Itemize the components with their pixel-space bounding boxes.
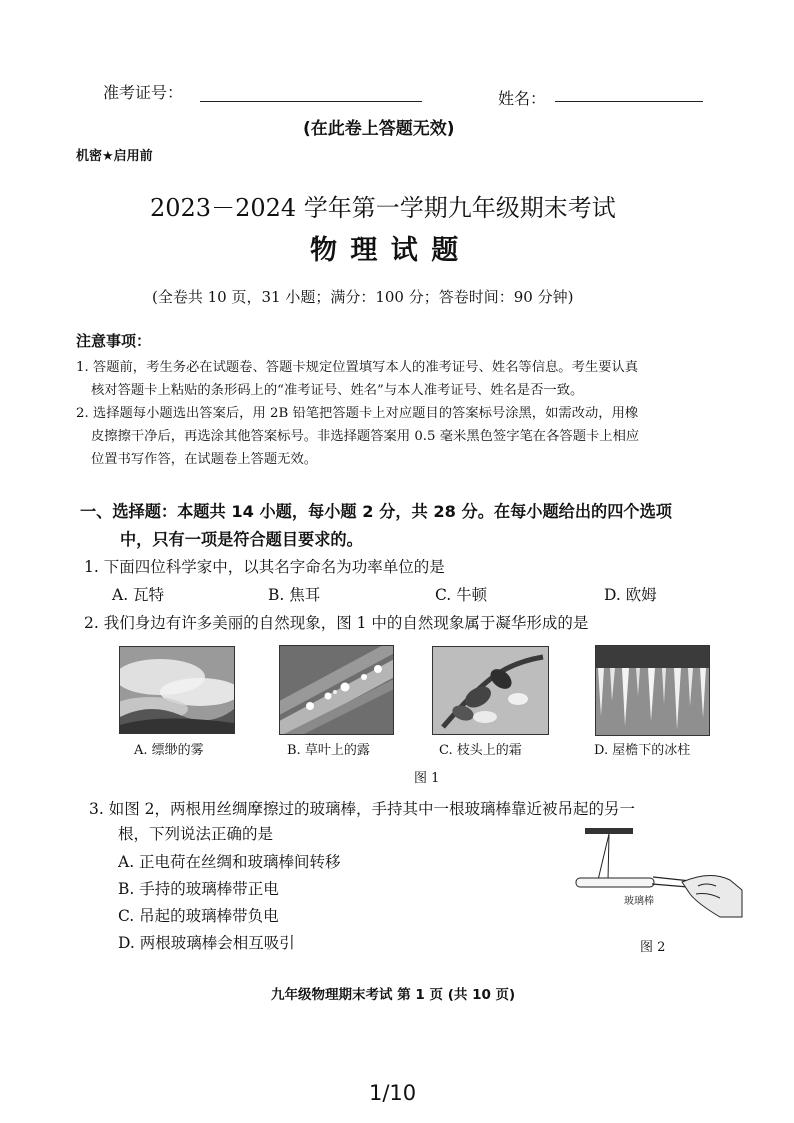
subject-title: 物 理 试 题: [310, 235, 461, 266]
figure-2-label: 图 2: [640, 940, 666, 955]
name-label: 姓名：: [498, 89, 547, 108]
figure-1-label: 图 1: [414, 771, 440, 786]
q3-stem-line-2: 根，下列说法正确的是: [118, 825, 274, 843]
invalid-note: (在此卷上答题无效): [303, 119, 455, 139]
exam-id-label: 准考证号：: [103, 83, 184, 102]
dew-photo: [279, 645, 394, 735]
note-2-line-3: 位置书写作答，在试题卷上答题无效。: [91, 452, 318, 467]
fog-photo: [119, 646, 235, 734]
q3-option-a: A. 正电荷在丝绸和玻璃棒间转移: [118, 853, 341, 871]
note-2-line-1: 2. 选择题每小题选出答案后，用 2B 铅笔把答题卡上对应题目的答案标号涂黑，如需改动，用橡: [76, 406, 639, 421]
note-1-line-1: 1. 答题前，考生务必在试题卷、答题卡规定位置填写本人的准考证号、姓名等信息。考生要认真: [76, 360, 639, 375]
q1-option-c: C. 牛顿: [435, 586, 488, 604]
rod-label: 玻璃棒: [624, 896, 654, 907]
q2-caption-d: D. 屋檐下的冰柱: [594, 743, 691, 758]
frost-photo: [432, 646, 549, 735]
exam-title: 2023－2024 学年第一学期九年级期末考试: [150, 194, 616, 222]
exam-info: (全卷共 10 页，31 小题；满分：100 分；答卷时间：90 分钟): [152, 288, 574, 306]
viewer-page-indicator[interactable]: 1/10: [369, 1081, 417, 1105]
q1-option-a: A. 瓦特: [112, 586, 165, 604]
q1-stem: 1. 下面四位科学家中，以其名字命名为功率单位的是: [84, 558, 445, 576]
icicle-photo: [595, 645, 710, 736]
notes-title: 注意事项：: [76, 332, 152, 350]
page-footer: 九年级物理期末考试 第 1 页 (共 10 页): [271, 987, 516, 1003]
name-line: [555, 101, 703, 102]
secret-label: 机密★启用前: [76, 149, 153, 164]
figure-2-diagram: [570, 822, 745, 937]
q3-option-b: B. 手持的玻璃棒带正电: [118, 880, 279, 898]
q2-caption-b: B. 草叶上的露: [287, 743, 370, 758]
section-1-heading-line-2: 中，只有一项是符合题目要求的。: [120, 530, 363, 549]
q3-stem-line-1: 3. 如图 2，两根用丝绸摩擦过的玻璃棒，手持其中一根玻璃棒靠近被吊起的另一: [89, 800, 636, 818]
q3-option-c: C. 吊起的玻璃棒带负电: [118, 907, 279, 925]
exam-id-line: [200, 101, 422, 102]
q1-option-b: B. 焦耳: [268, 586, 321, 604]
q2-caption-a: A. 缥缈的雾: [134, 743, 204, 758]
q3-option-d: D. 两根玻璃棒会相互吸引: [118, 934, 295, 952]
q2-caption-c: C. 枝头上的霜: [439, 743, 522, 758]
q1-option-d: D. 欧姆: [604, 586, 657, 604]
section-1-heading-line-1: 一、选择题：本题共 14 小题，每小题 2 分，共 28 分。在每小题给出的四个选项: [80, 502, 672, 521]
note-2-line-2: 皮擦擦干净后，再选涂其他答案标号。非选择题答案用 0.5 毫米黑色签字笔在各答题卡上相应: [91, 429, 640, 444]
note-1-line-2: 核对答题卡上粘贴的条形码上的“准考证号、姓名”与本人准考证号、姓名是否一致。: [91, 383, 584, 398]
q2-stem: 2. 我们身边有许多美丽的自然现象，图 1 中的自然现象属于凝华形成的是: [84, 614, 589, 632]
